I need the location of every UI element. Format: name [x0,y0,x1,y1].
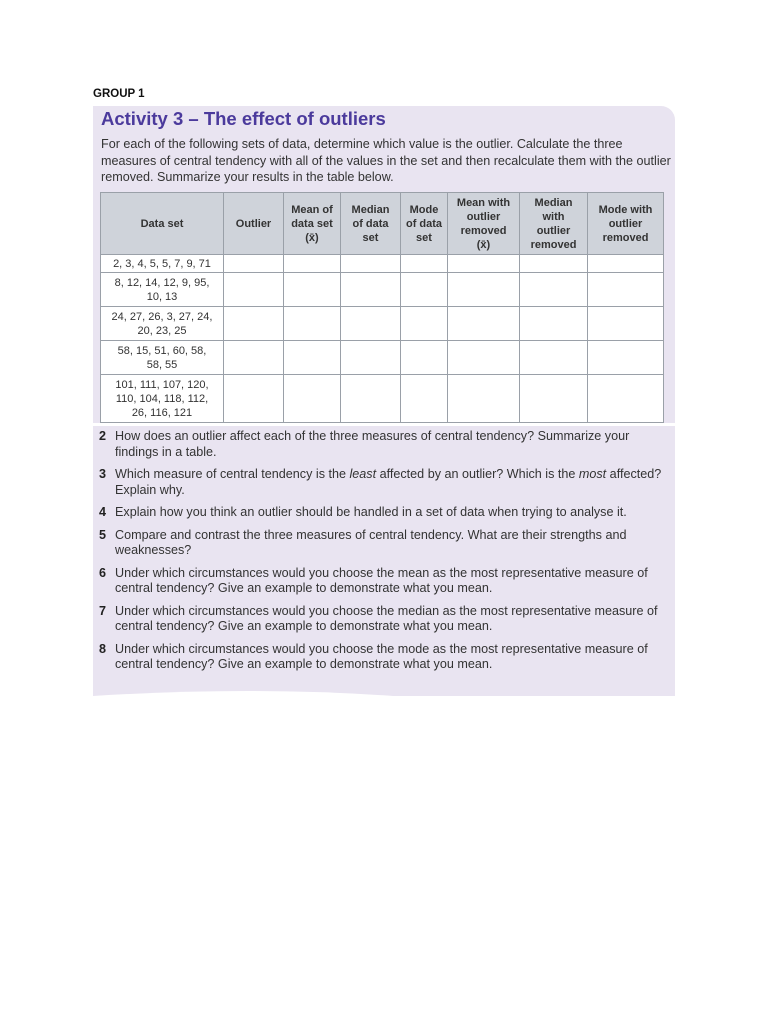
header-median: Median of data set [341,193,401,255]
median-cell[interactable] [341,375,401,423]
data-set-cell: 2, 3, 4, 5, 5, 7, 9, 71 [101,255,224,273]
header-median-removed: Median with outlier removed [520,193,588,255]
question-number: 6 [99,565,107,580]
question-text: Compare and contrast the three measures of central tendency. What are their strengths and weaknesses? [115,527,627,557]
mode-cell[interactable] [401,273,448,307]
header-data-set: Data set [101,193,224,255]
question-number: 8 [99,641,107,656]
question-item [99,467,669,498]
table-row [101,307,664,341]
outlier-cell[interactable] [224,255,284,273]
panel-bottom-curve [93,688,675,702]
header-mode-removed: Mode with outlier removed [588,193,664,255]
question-text: Under which circumstances would you choose the mode as the most representative measure of central tendency? Give an example to demonstrate what you mean. [115,641,648,671]
header-mode: Mode of data set [401,193,448,255]
question-number: 3 [99,467,107,481]
table-header-row [101,193,664,255]
outlier-cell[interactable] [224,375,284,423]
question-text: Which measure of central tendency is the least affected by an outlier? Which is the most affected? Explain why. [115,467,662,497]
question-item [99,642,669,673]
header-mean: Mean of data set (x̄) [284,193,341,255]
mean-removed-cell[interactable] [448,341,520,375]
median-removed-cell[interactable] [520,273,588,307]
question-text: Under which circumstances would you choose the mean as the most representative measure of central tendency? Give an example to demonstrate what you mean. [115,565,648,595]
table-row [101,255,664,273]
mode-cell[interactable] [401,255,448,273]
mean-cell[interactable] [284,273,341,307]
question-number: 7 [99,603,107,618]
mode-removed-cell[interactable] [588,341,664,375]
mode-cell[interactable] [401,307,448,341]
mean-removed-cell[interactable] [448,307,520,341]
table-row [101,341,664,375]
mean-cell[interactable] [284,307,341,341]
table-row [101,273,664,307]
median-removed-cell[interactable] [520,341,588,375]
mean-removed-cell[interactable] [448,273,520,307]
median-removed-cell[interactable] [520,255,588,273]
data-set-cell: 24, 27, 26, 3, 27, 24, 20, 23, 25 [101,307,224,341]
mean-removed-cell[interactable] [448,255,520,273]
mode-cell[interactable] [401,341,448,375]
median-removed-cell[interactable] [520,375,588,423]
group-label: GROUP 1 [93,88,145,100]
question-item [99,429,669,460]
outlier-cell[interactable] [224,273,284,307]
question-list [99,429,669,680]
median-cell[interactable] [341,273,401,307]
median-cell[interactable] [341,255,401,273]
question-item [99,528,669,559]
mode-removed-cell[interactable] [588,307,664,341]
mean-cell[interactable] [284,341,341,375]
median-cell[interactable] [341,307,401,341]
activity-title: Activity 3 – The effect of outliers [101,108,386,129]
panel-divider [93,423,675,426]
data-set-cell: 58, 15, 51, 60, 58, 58, 55 [101,341,224,375]
outlier-cell[interactable] [224,307,284,341]
results-table [100,192,664,423]
header-outlier: Outlier [224,193,284,255]
activity-intro: For each of the following sets of data, determine which value is the outlier. Calculate the three measures of central tendency with all of the values in the set and then recalculate them with the outlier removed. Summarize your results in the table below. [101,137,671,184]
question-item [99,505,669,521]
mean-removed-cell[interactable] [448,375,520,423]
mode-removed-cell[interactable] [588,255,664,273]
outlier-cell[interactable] [224,341,284,375]
question-number: 4 [99,505,107,519]
question-text: Under which circumstances would you choose the median as the most representative measure of central tendency? Give an example to demonstrate what you mean. [115,603,658,633]
table-row [101,375,664,423]
question-number: 5 [99,527,107,542]
data-set-cell: 8, 12, 14, 12, 9, 95, 10, 13 [101,273,224,307]
header-mean-removed: Mean with outlier removed (x̄) [448,193,520,255]
mean-cell[interactable] [284,255,341,273]
median-removed-cell[interactable] [520,307,588,341]
median-cell[interactable] [341,341,401,375]
question-text: How does an outlier affect each of the three measures of central tendency? Summarize your findings in a table. [115,429,630,459]
question-number: 2 [99,429,107,443]
mode-removed-cell[interactable] [588,375,664,423]
mode-removed-cell[interactable] [588,273,664,307]
question-text: Explain how you think an outlier should be handled in a set of data when trying to analyse it. [115,505,627,519]
question-item [99,566,669,597]
mode-cell[interactable] [401,375,448,423]
question-item [99,604,669,635]
data-set-cell: 101, 111, 107, 120, 110, 104, 118, 112, 26, 116, 121 [101,375,224,423]
mean-cell[interactable] [284,375,341,423]
